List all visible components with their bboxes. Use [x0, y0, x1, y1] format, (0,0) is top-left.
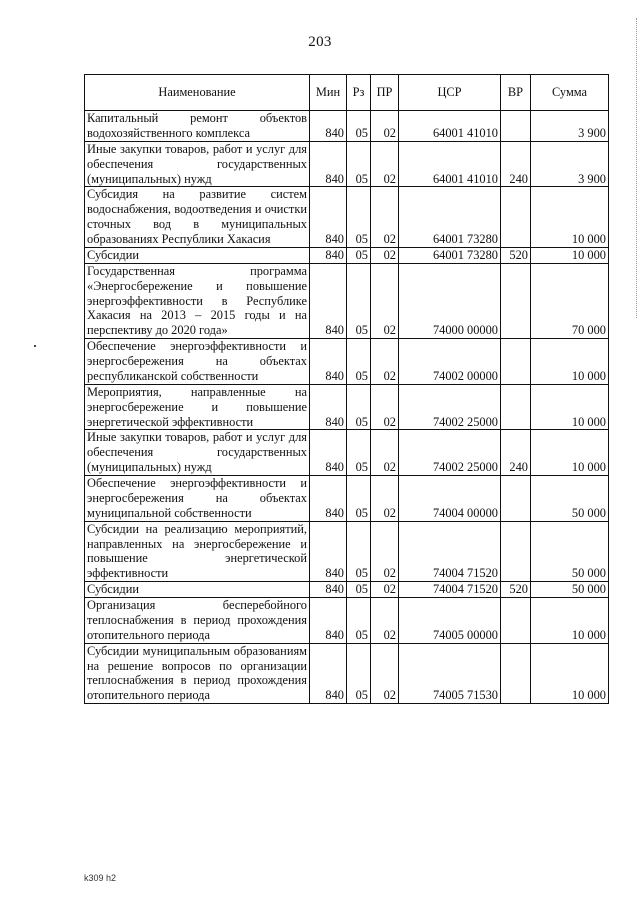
footer-code: k309 h2	[84, 873, 117, 883]
cell-sum: 10 000	[531, 339, 609, 385]
table-row	[85, 111, 609, 142]
table-row	[85, 187, 609, 248]
table-row	[85, 263, 609, 338]
cell-min: 840	[310, 582, 347, 598]
cell-csr: 74005 71530	[399, 643, 501, 704]
cell-vr: 520	[501, 582, 531, 598]
cell-rz: 05	[347, 643, 371, 704]
cell-name: Государственная программа «Энергосбережение и повышение энергоэффективности в Республике Хакасия на 2013 – 2015 годы и на перспективу до 2020 года»	[85, 263, 310, 338]
cell-name: Обеспечение энергоэффективности и энергосбережения на объектах муниципальной собственности	[85, 476, 310, 522]
cell-rz: 05	[347, 263, 371, 338]
cell-sum: 10 000	[531, 384, 609, 430]
cell-pr: 02	[371, 521, 399, 582]
cell-name: Мероприятия, направленные на энергосбережение и повышение энергетической эффективности	[85, 384, 310, 430]
cell-name: Организация бесперебойного теплоснабжения в период прохождения отопительного периода	[85, 598, 310, 644]
cell-rz: 05	[347, 582, 371, 598]
cell-min: 840	[310, 643, 347, 704]
table-body	[85, 111, 609, 704]
cell-vr	[501, 643, 531, 704]
cell-pr: 02	[371, 247, 399, 263]
cell-pr: 02	[371, 476, 399, 522]
header-csr: ЦСР	[399, 75, 501, 111]
cell-name: Субсидии на реализацию мероприятий, направленных на энергосбережение и повышение энергетической эффективности	[85, 521, 310, 582]
cell-vr	[501, 598, 531, 644]
cell-rz: 05	[347, 384, 371, 430]
cell-sum: 10 000	[531, 643, 609, 704]
budget-table	[84, 74, 609, 704]
cell-pr: 02	[371, 339, 399, 385]
cell-csr: 74000 00000	[399, 263, 501, 338]
cell-sum: 10 000	[531, 187, 609, 248]
cell-sum: 10 000	[531, 247, 609, 263]
cell-vr	[501, 339, 531, 385]
cell-sum: 10 000	[531, 598, 609, 644]
header-pr: ПР	[371, 75, 399, 111]
cell-name: Субсидии муниципальным образованиям на решение вопросов по организации теплоснабжения в период прохождения отопительного периода	[85, 643, 310, 704]
cell-sum: 50 000	[531, 521, 609, 582]
cell-min: 840	[310, 187, 347, 248]
header-min: Мин	[310, 75, 347, 111]
scan-speck	[34, 345, 36, 347]
table-row	[85, 384, 609, 430]
cell-rz: 05	[347, 521, 371, 582]
cell-min: 840	[310, 263, 347, 338]
cell-rz: 05	[347, 187, 371, 248]
page-number: 203	[308, 34, 332, 50]
cell-name: Обеспечение энергоэффективности и энергосбережения на объектах республиканской собственности	[85, 339, 310, 385]
cell-sum: 3 900	[531, 141, 609, 187]
cell-sum: 70 000	[531, 263, 609, 338]
cell-pr: 02	[371, 598, 399, 644]
cell-min: 840	[310, 430, 347, 476]
cell-min: 840	[310, 521, 347, 582]
cell-min: 840	[310, 111, 347, 142]
header-sum: Сумма	[531, 75, 609, 111]
cell-vr: 520	[501, 247, 531, 263]
cell-csr: 74005 00000	[399, 598, 501, 644]
table-row	[85, 643, 609, 704]
cell-min: 840	[310, 384, 347, 430]
cell-name: Иные закупки товаров, работ и услуг для обеспечения государственных (муниципальных) нужд	[85, 430, 310, 476]
cell-min: 840	[310, 141, 347, 187]
cell-sum: 50 000	[531, 582, 609, 598]
cell-csr: 74002 25000	[399, 384, 501, 430]
cell-csr: 64001 41010	[399, 141, 501, 187]
cell-rz: 05	[347, 476, 371, 522]
cell-min: 840	[310, 247, 347, 263]
table-row	[85, 598, 609, 644]
cell-sum: 3 900	[531, 111, 609, 142]
cell-min: 840	[310, 476, 347, 522]
cell-name: Капитальный ремонт объектов водохозяйственного комплекса	[85, 111, 310, 142]
cell-vr	[501, 384, 531, 430]
table-header	[85, 75, 609, 111]
cell-rz: 05	[347, 598, 371, 644]
header-rz: Рз	[347, 75, 371, 111]
table-row	[85, 247, 609, 263]
header-name: Наименование	[85, 75, 310, 111]
cell-csr: 64001 73280	[399, 247, 501, 263]
cell-name: Субсидии	[85, 582, 310, 598]
cell-min: 840	[310, 339, 347, 385]
cell-pr: 02	[371, 384, 399, 430]
table-row	[85, 339, 609, 385]
cell-vr	[501, 187, 531, 248]
table-row	[85, 476, 609, 522]
cell-rz: 05	[347, 339, 371, 385]
cell-pr: 02	[371, 141, 399, 187]
cell-name: Субсидии	[85, 247, 310, 263]
table-row	[85, 582, 609, 598]
header-vr: ВР	[501, 75, 531, 111]
table-row	[85, 430, 609, 476]
cell-pr: 02	[371, 187, 399, 248]
cell-csr: 64001 41010	[399, 111, 501, 142]
cell-pr: 02	[371, 111, 399, 142]
cell-vr	[501, 111, 531, 142]
cell-vr	[501, 521, 531, 582]
table-row	[85, 141, 609, 187]
cell-sum: 10 000	[531, 430, 609, 476]
table-row	[85, 521, 609, 582]
margin-scan-artifact	[632, 18, 637, 318]
cell-vr: 240	[501, 430, 531, 476]
cell-pr: 02	[371, 582, 399, 598]
cell-csr: 74002 00000	[399, 339, 501, 385]
cell-vr	[501, 476, 531, 522]
cell-name: Иные закупки товаров, работ и услуг для обеспечения государственных (муниципальных) нужд	[85, 141, 310, 187]
cell-pr: 02	[371, 643, 399, 704]
cell-csr: 74004 71520	[399, 582, 501, 598]
cell-csr: 74004 71520	[399, 521, 501, 582]
cell-pr: 02	[371, 430, 399, 476]
cell-rz: 05	[347, 430, 371, 476]
cell-csr: 64001 73280	[399, 187, 501, 248]
cell-vr: 240	[501, 141, 531, 187]
cell-rz: 05	[347, 247, 371, 263]
cell-sum: 50 000	[531, 476, 609, 522]
cell-pr: 02	[371, 263, 399, 338]
cell-rz: 05	[347, 111, 371, 142]
cell-csr: 74004 00000	[399, 476, 501, 522]
cell-min: 840	[310, 598, 347, 644]
cell-rz: 05	[347, 141, 371, 187]
cell-csr: 74002 25000	[399, 430, 501, 476]
cell-name: Субсидия на развитие систем водоснабжения, водоотведения и очистки сточных вод в муниципальных образованиях Республики Хакасия	[85, 187, 310, 248]
cell-vr	[501, 263, 531, 338]
